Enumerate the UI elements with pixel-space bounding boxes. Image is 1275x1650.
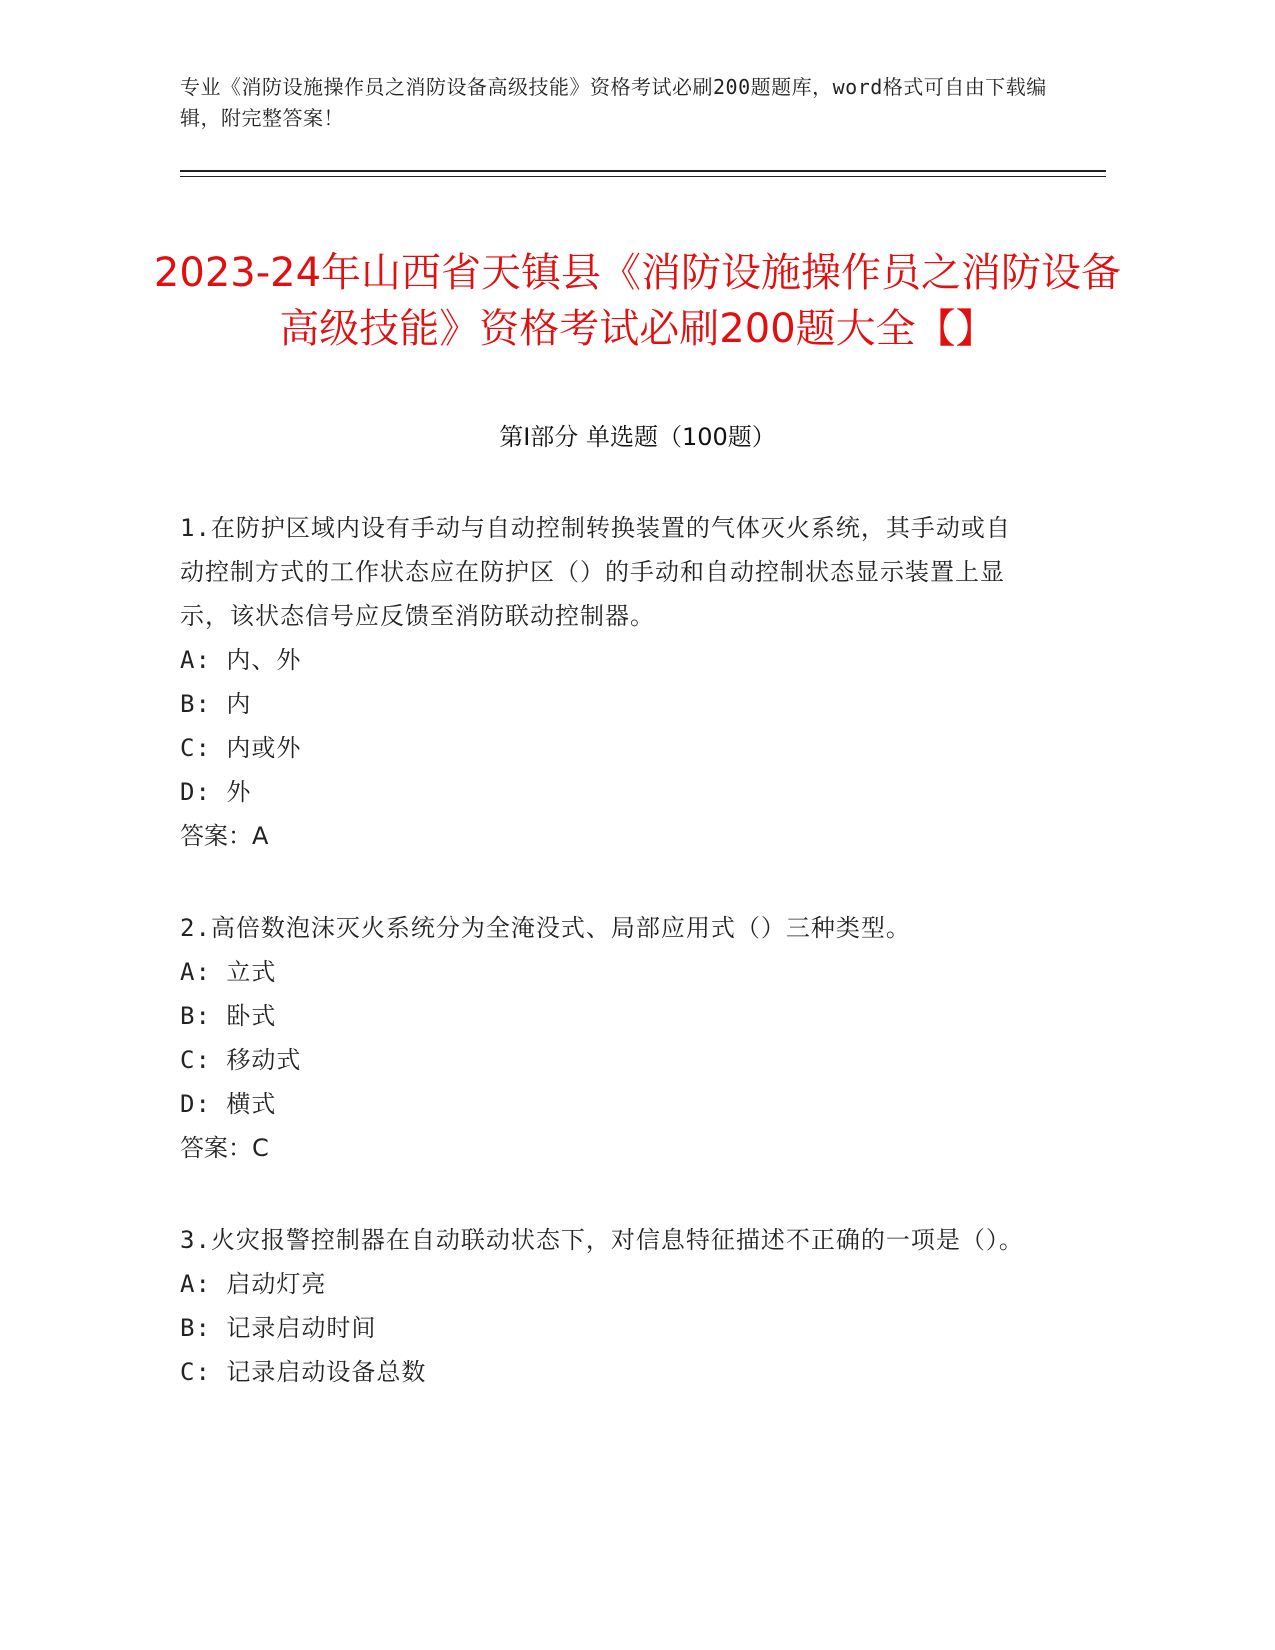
option-c: C: 记录启动设备总数 (180, 1358, 427, 1386)
header-divider-thick (180, 170, 1106, 172)
option-b: B: 内 (180, 690, 252, 718)
question-1 (180, 506, 1030, 858)
question-stem: 2.高倍数泡沫灭火系统分为全淹没式、局部应用式（）三种类型。 (180, 914, 911, 942)
answer: 答案：C (180, 1134, 269, 1162)
option-c: C: 移动式 (180, 1046, 302, 1074)
option-a: A: 启动灯亮 (180, 1270, 327, 1298)
option-d: D: 横式 (180, 1090, 277, 1118)
answer: 答案：A (180, 822, 269, 850)
question-stem: 3.火灾报警控制器在自动联动状态下，对信息特征描述不正确的一项是（）。 (180, 1226, 1024, 1254)
option-a: A: 立式 (180, 958, 277, 986)
option-a: A: 内、外 (180, 646, 302, 674)
question-list (180, 506, 1030, 1442)
header-note: 专业《消防设施操作员之消防设备高级技能》资格考试必刷200题题库，word格式可自由下载编辑，附完整答案！ (180, 75, 1047, 130)
document-title: 2023-24年山西省天镇县《消防设施操作员之消防设备高级技能》资格考试必刷200题大全【】 (153, 249, 1122, 352)
question-stem: 1.在防护区域内设有手动与自动控制转换装置的气体灭火系统，其手动或自动控制方式的工作状态应在防护区（）的手动和自动控制状态显示装置上显示，该状态信号应反馈至消防联动控制器。 (180, 514, 1011, 630)
question-3 (180, 1218, 1030, 1394)
question-2 (180, 906, 1030, 1170)
option-b: B: 卧式 (180, 1002, 277, 1030)
section-heading: 第Ⅰ部分 单选题（100题） (499, 423, 776, 451)
option-d: D: 外 (180, 778, 252, 806)
option-c: C: 内或外 (180, 734, 302, 762)
header-divider-thin (180, 176, 1106, 177)
option-b: B: 记录启动时间 (180, 1314, 377, 1342)
